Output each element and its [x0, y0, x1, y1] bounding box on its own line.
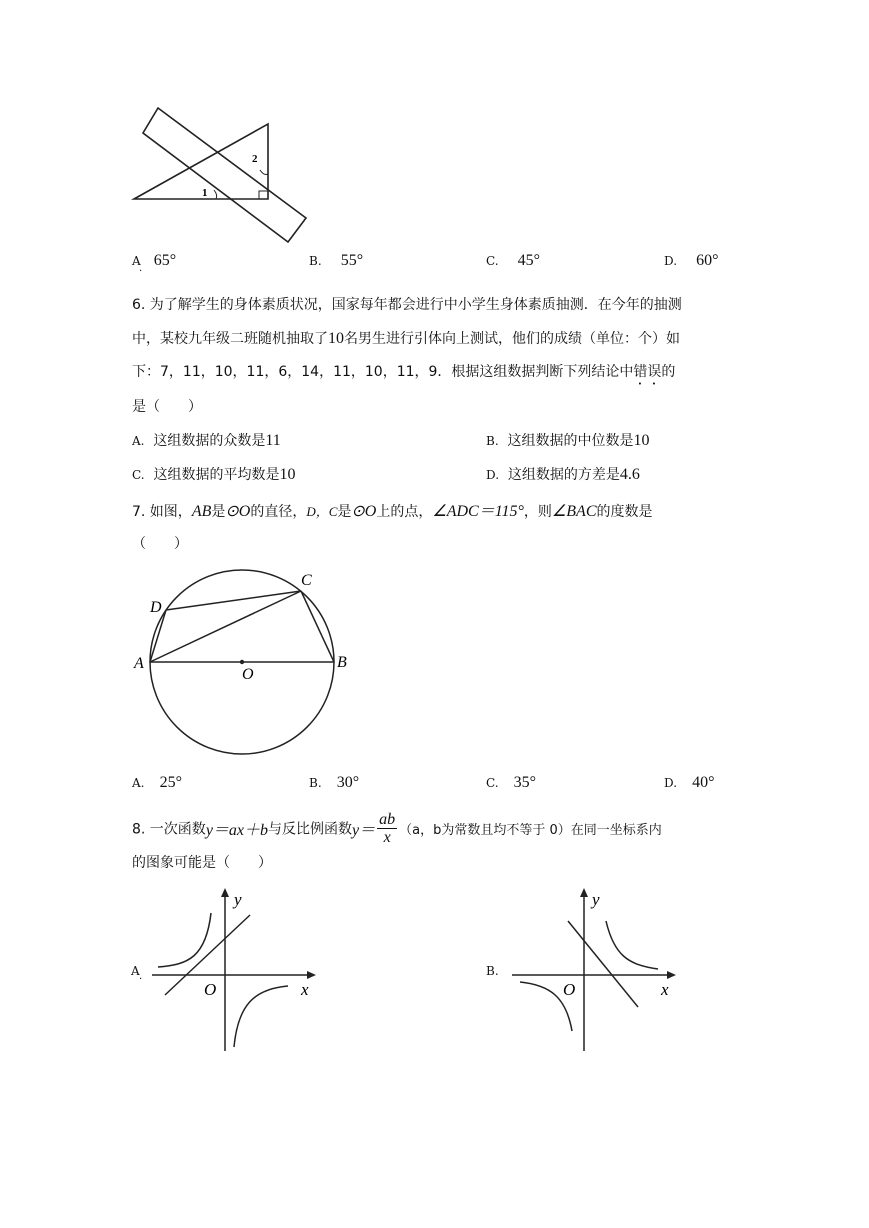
y-axis-arrow	[221, 888, 229, 897]
q7-label-o: O	[242, 666, 254, 683]
option-letter: A	[132, 254, 141, 268]
q5-angle1-arc	[214, 190, 217, 199]
q7-chord-ad	[150, 610, 166, 662]
option-letter: B.	[309, 254, 322, 268]
q6-line4: 是（ ）	[132, 399, 202, 415]
q7-label-a: A	[134, 655, 144, 672]
q7-option-b[interactable]: B. 30°	[309, 774, 360, 791]
q5-dot: ·	[139, 266, 143, 277]
label-o: O	[563, 980, 576, 999]
option-letter: C.	[486, 254, 499, 268]
option-value: 45°	[517, 252, 541, 269]
q5-right-angle	[259, 191, 268, 199]
label-y: y	[234, 890, 242, 909]
q7-line1: 7. 如图，AB是⊙O的直径，D，C是⊙O上的点，∠ADC＝115°，则∠BAC的度数是	[132, 503, 653, 520]
emphasis-text: 错误	[633, 364, 662, 380]
q6-option-d[interactable]: D. 这组数据的方差是4.6	[486, 466, 640, 483]
q6-line1: 6. 为了解学生的身体素质状况，国家每年都会进行中小学生身体素质抽测．在今年的抽测	[132, 297, 682, 313]
q5-option-c[interactable]	[486, 250, 540, 270]
q8-option-b-label[interactable]: B.	[486, 964, 499, 978]
linear-line	[568, 921, 638, 1007]
x-axis-arrow	[307, 971, 316, 979]
hyperbola-branch-upper	[606, 921, 658, 969]
q8-line2: 的图象可能是（ ）	[132, 855, 272, 871]
option-value: 60°	[696, 252, 719, 269]
option-letter: D.	[664, 254, 678, 268]
q7-chord-cb	[301, 591, 334, 662]
q8-option-a-label[interactable]: A	[131, 964, 140, 978]
y-axis-arrow	[580, 888, 588, 897]
q6-line2: 中，某校九年级二班随机抽取了10名男生进行引体向上测试，他们的成绩（单位：个）如	[132, 330, 680, 347]
q6-option-a[interactable]: A. 这组数据的众数是11	[132, 432, 281, 449]
q5-angle2-arc	[260, 170, 268, 175]
q7-label-b: B	[337, 654, 347, 671]
label-o: O	[204, 980, 217, 999]
option-value: 55°	[340, 252, 364, 269]
q7-option-d[interactable]: D. 40°	[664, 774, 715, 791]
q5-option-d[interactable]	[664, 250, 719, 270]
hyperbola-branch-lower	[234, 986, 288, 1047]
label-x: x	[661, 980, 669, 999]
q8-line1: 8. 一次函数y＝ax＋b与反比例函数y＝ $\frac{ab}{x}$ （a，b为常数且均不等于 0）在同一坐标系内	[132, 811, 662, 846]
q8-graph-a[interactable]	[148, 885, 323, 1055]
q6-line3: 下：7，11，10，11，6，14，11，10，11，9．根据这组数据判断下列结论中错误的	[132, 364, 676, 380]
q5-option-b[interactable]	[309, 250, 363, 270]
q5-label-2: 2	[252, 153, 258, 165]
q7-option-c[interactable]: C. 35°	[486, 774, 537, 791]
q7-label-d: D	[150, 599, 162, 616]
q5-label-1: 1	[202, 187, 208, 199]
x-axis-arrow	[667, 971, 676, 979]
option-value: 65°	[153, 252, 177, 269]
q7-label-c: C	[301, 572, 312, 589]
q6-option-c[interactable]: C. 这组数据的平均数是10	[132, 466, 296, 483]
q6-option-b[interactable]: B. 这组数据的中位数是10	[486, 432, 650, 449]
label-x: x	[301, 980, 309, 999]
q7-option-a[interactable]: A. 25°	[132, 774, 182, 791]
q7-center-point	[240, 660, 244, 664]
q8-fraction: $\frac{ab}{x}$	[379, 811, 396, 846]
q8-graph-b[interactable]	[508, 885, 683, 1055]
q8-dot: ·	[139, 974, 143, 985]
q7-figure	[130, 565, 355, 755]
q5-triangle	[134, 124, 268, 199]
q5-figure	[128, 100, 318, 245]
q5-ruler	[143, 108, 306, 242]
q7-line2: （ ）	[132, 536, 188, 552]
label-y: y	[592, 890, 600, 909]
